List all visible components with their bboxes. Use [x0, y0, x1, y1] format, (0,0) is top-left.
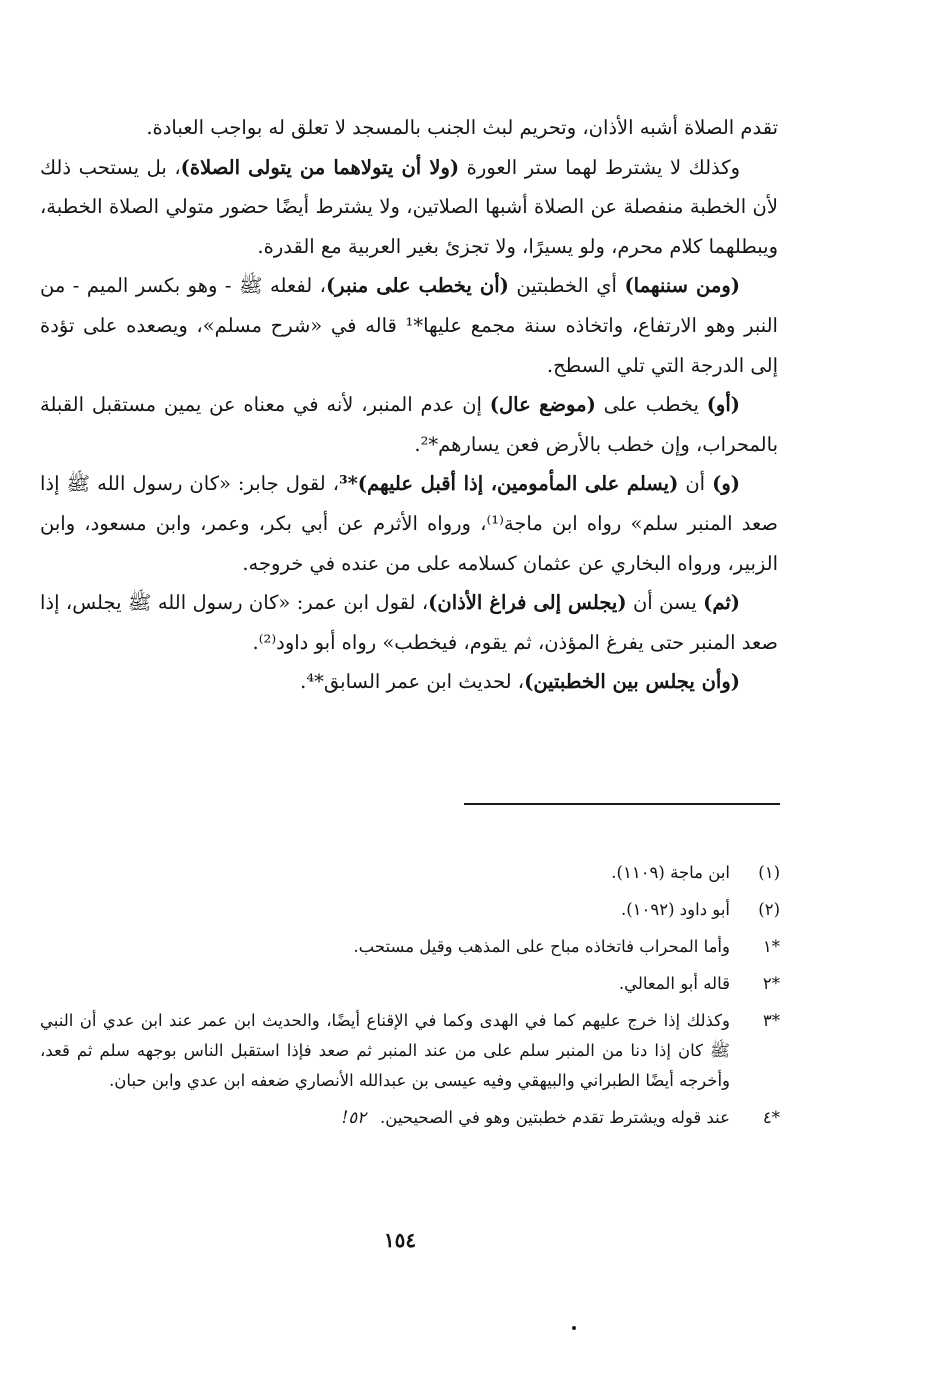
footnote-mark: *١ [762, 937, 780, 956]
text-run: وكذلك لا يشترط لهما ستر العورة [459, 155, 740, 179]
footnote-item [40, 969, 780, 999]
matn-bold: (يجلس إلى فراغ الأذان) [428, 591, 627, 615]
matn-bold: (يسلم على المأمومين، إذا أقبل عليهم)*³ [339, 472, 679, 496]
text-run: ، لقول جابر: «كان رسول الله ﷺ إذا صعد المنبر سلم» رواه ابن ماجة⁽¹⁾، ورواه الأثرم عن أبي بكر، وعمر، وابن مسعود، وابن الزبير، ورواه البخاري عن عثمان كسلامه على من عنده في خروجه. [40, 472, 778, 575]
page-number: ١٥٤ [383, 1228, 417, 1252]
paragraph-3 [40, 266, 778, 385]
paragraph-1: تقدم الصلاة أشبه الأذان، وتحريم لبث الجنب بالمسجد لا تعلق له بواجب العبادة. [146, 116, 778, 139]
matn-bold: (أن يخطب على منبر) [325, 274, 509, 298]
paragraph-7 [40, 662, 778, 702]
footnote-text: ابن ماجة (١١٠٩). [611, 863, 730, 882]
footnote-item [40, 895, 780, 925]
matn-bold: (و) [712, 472, 740, 496]
footnote-item [40, 1006, 780, 1096]
footnote-item [40, 858, 780, 888]
text-run: يسن أن [626, 591, 704, 615]
text-run: ، لفعله ﷺ - وهو بكسر الميم - من النبر وهو الارتفاع، واتخاذه سنة مجمع عليها*¹ قاله في «شرح مسلم»، ويصعده على تؤدة إلى الدرجة التي تلي السطح. [40, 274, 778, 377]
handwritten-note: ٥٢! [341, 1108, 367, 1127]
footnote-text: وأما المحراب فاتخاذه مباح على المذهب وقيل مستحب. [353, 937, 730, 956]
main-text [40, 108, 778, 702]
paragraph-4 [40, 385, 778, 464]
footnote-item [40, 1103, 780, 1133]
matn-bold: (موضع عال) [489, 393, 596, 417]
footnote-mark: *٣ [762, 1011, 780, 1030]
footnote-mark: *٤ [762, 1108, 780, 1127]
footnote-mark: (١) [758, 863, 780, 882]
matn-bold: (أو) [706, 393, 740, 417]
text-run: إن عدم المنبر، لأنه في معناه عن يمين مستقبل القبلة بالمحراب، وإن خطب بالأرض فعن يسارهم*². [40, 393, 778, 456]
matn-bold: (ولا أن يتولاهما من يتولى الصلاة) [180, 155, 460, 179]
paragraph-2 [40, 148, 778, 267]
footnote-text [40, 1103, 730, 1133]
text-run: أن [678, 472, 713, 496]
text-run: يخطب على [595, 393, 707, 417]
matn-bold: (وأن يجلس بين الخطبتين) [524, 670, 740, 694]
text-run: ، لحديث ابن عمر السابق*⁴. [300, 670, 525, 694]
footnote-mark: (٢) [758, 900, 780, 919]
footnote-text-run: عند قوله ويشترط تقدم خطبتين وهو في الصحيحين. [380, 1108, 730, 1127]
footnote-separator [464, 803, 780, 805]
paragraph-5 [40, 464, 778, 583]
text-run: ، لقول ابن عمر: «كان رسول الله ﷺ يجلس، إذا صعد المنبر حتى يفرغ المؤذن، ثم يقوم، فيخطب» رواه أبو داود⁽²⁾. [40, 591, 778, 654]
text-run: ، بل يستحب ذلك لأن الخطبة منفصلة عن الصلاة أشبها الصلاتين، ولا يشترط أيضًا حضور متولي الصلاة الخطبة، ويبطلهما كلام محرم، ولو يسيرًا، ولا تجزئ بغير العربية مع القدرة. [40, 155, 778, 258]
text-run: أي الخطبتين [508, 274, 625, 298]
footnote-text: قاله أبو المعالي. [618, 974, 730, 993]
footnote-item [40, 932, 780, 962]
footnote-text: أبو داود (١٠٩٢). [620, 900, 730, 919]
ink-speck [572, 1326, 576, 1330]
matn-bold: (ومن سننهما) [624, 274, 740, 298]
paragraph-6 [40, 583, 778, 662]
footnotes [40, 858, 780, 1140]
footnote-mark: *٢ [762, 974, 780, 993]
footnote-text: وكذلك إذا خرج عليهم كما في الهدى وكما في الإقناع أيضًا، والحديث ابن عمر عند ابن عدي أن النبي ﷺ كان إذا دنا من المنبر سلم على من عند المنبر ثم صعد فإذا استقبل الناس بوجهه سلم ثم قعد، وأخرجه أيضًا الطبراني والبيهقي وفيه عيسى بن عبدالله الأنصاري ضعفه ابن عدي وابن حبان. [40, 1011, 730, 1090]
matn-bold: (ثم) [703, 591, 740, 615]
